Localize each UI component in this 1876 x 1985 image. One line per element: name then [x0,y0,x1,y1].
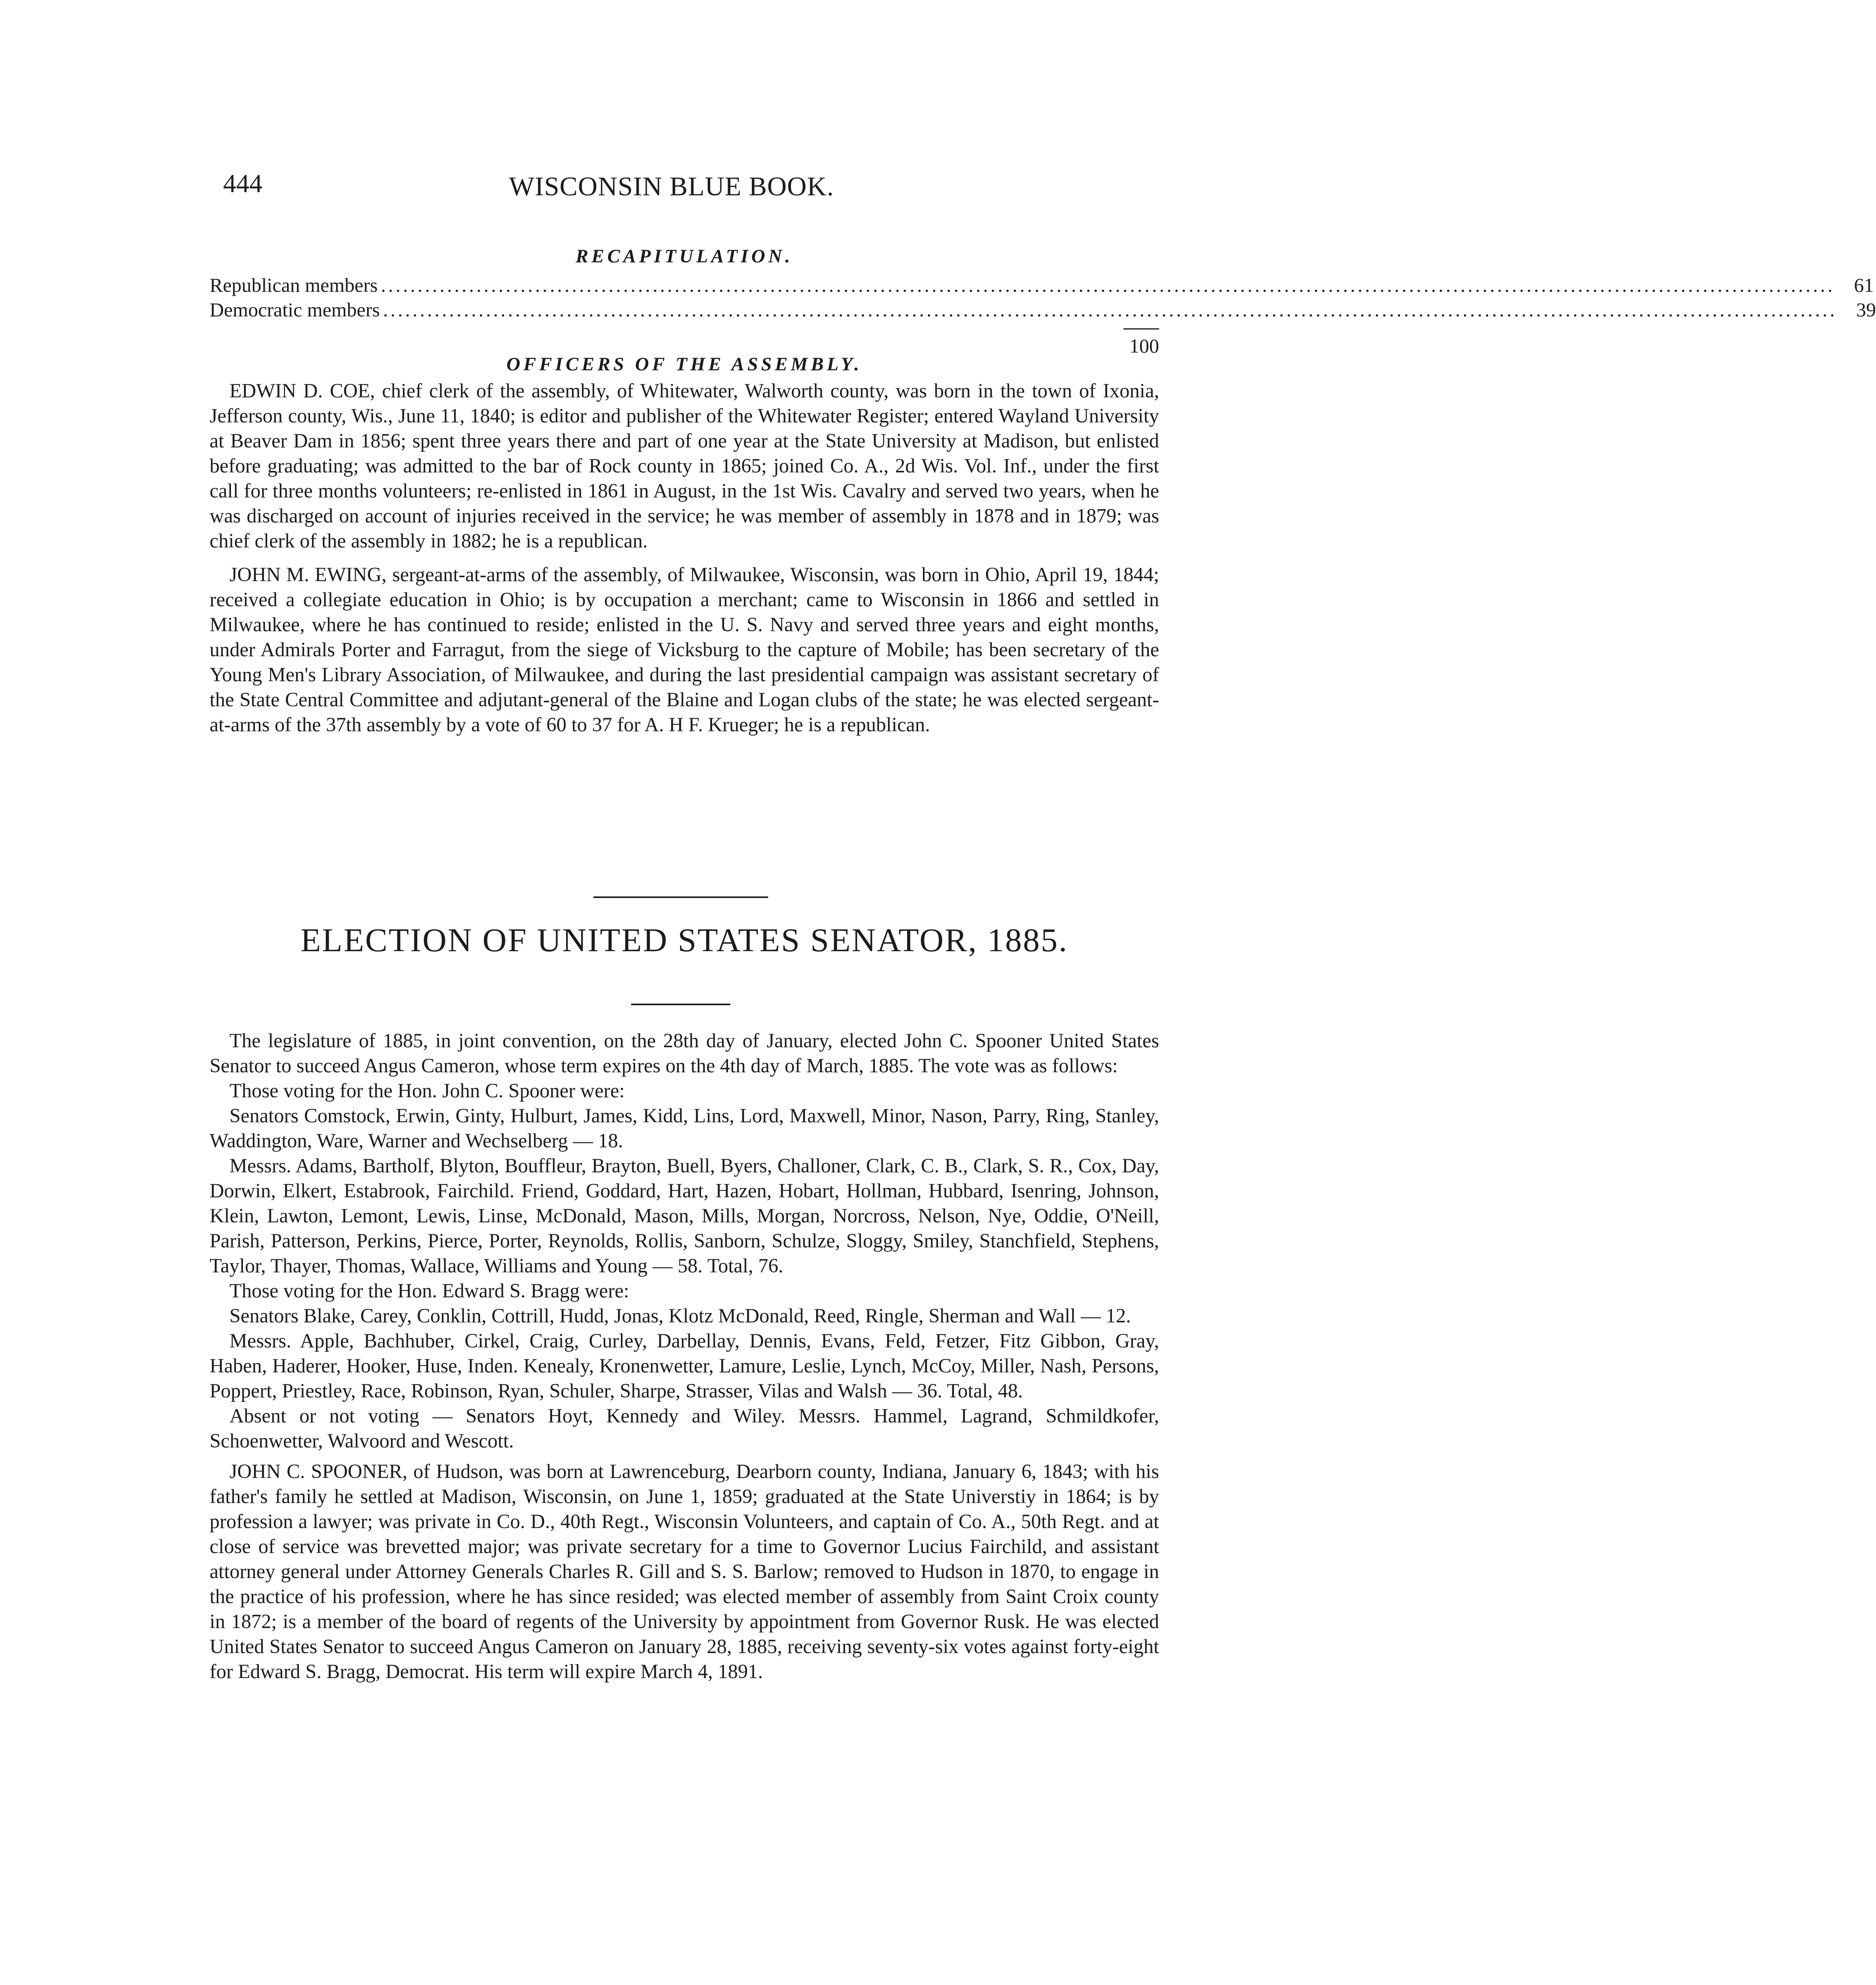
election-intro: The legislature of 1885, in joint convention, on the 28th day of January, elected John C. Spooner United States Senator to succeed Angus Cameron, whose term expires on the 4th day of March, 1885. The vote was as follows: [210,1029,1159,1077]
title-divider [631,1004,730,1005]
tally-total: 100 [1129,335,1159,357]
spooner-voters-heading: Those voting for the Hon. John C. Spooner were: [229,1079,625,1102]
absent-members: Absent or not voting — Senators Hoyt, Kennedy and Wiley. Messrs. Hammel, Lagrand, Schmildkofer, Schoenwetter, Walvoord and Wescott. [210,1405,1159,1452]
spooner-senators: Senators Comstock, Erwin, Ginty, Hulburt, James, Kidd, Lins, Lord, Maxwell, Minor, Nason, Parry, Ring, Stanley, Waddington, Ware, Warner and Wechselberg — 18. [210,1104,1159,1152]
spooner-bio: JOHN C. SPOONER, of Hudson, was born at Lawrenceburg, Dearborn county, Indiana, January 6, 1843; with his father's family he settled at Madison, Wisconsin, on June 1, 1859; graduated at the State Universtiy in 1864; is by profession a lawyer; was private in Co. D., 40th Regt., Wisconsin Volunteers, and captain of Co. A., 50th Regt. and at close of service was brevetted major; was private secretary for a time to Governor Lucius Fairchild, and assistant attorney general under Attorney Generals Charles R. Gill and S. S. Barlow; removed to Hudson in 1870, to engage in the practice of his profession, where he has since resided; was elected member of assembly from Saint Croix county in 1872; is a member of the board of regents of the University by appointment from Governor Rusk. He was elected United States Senator to succeed Angus Cameron on January 28, 1885, receiving seventy-six votes against forty-eight for Edward S. Bragg, Democrat. His term will expire March 4, 1891. [210,1460,1159,1682]
recapitulation-heading: RECAPITULATION. [575,246,794,267]
officer-bio-ewing: JOHN M. EWING, sergeant-at-arms of the assembly, of Milwaukee, Wisconsin, was born in Ohio, April 19, 1844; received a collegiate education in Ohio; is by occupation a merchant; came to Wisconsin in 1866 and settled in Milwaukee, where he has continued to reside; enlisted in the U. S. Navy and served three years and eight months, under Admirals Porter and Farragut, from the siege of Vicksburg to the capture of Mobile; has been secretary of the Young Men's Library Association, of Milwaukee, and during the last presidential campaign was assistant secretary of the State Central Committee and adjutant-general of the Blaine and Logan clubs of the state; he was elected sergeant-at-arms of the 37th assembly by a vote of 60 to 37 for A. H F. Krueger; he is a republican. [210,563,1159,736]
bragg-members: Messrs. Apple, Bachhuber, Cirkel, Craig, Curley, Darbellay, Dennis, Evans, Feld, Fetzer, Fitz Gibbon, Gray, Haben, Haderer, Hooker, Huse, Inden. Kenealy, Kronenwetter, Lamure, Leslie, Lynch, McCoy, Miller, Nash, Persons, Poppert, Priestley, Race, Robinson, Ryan, Schuler, Sharpe, Strasser, Vilas and Walsh — 36. Total, 48. [210,1330,1159,1402]
bragg-senators: Senators Blake, Carey, Conklin, Cottrill, Hudd, Jonas, Klotz McDonald, Reed, Ringle, Sherman and Wall — 12. [229,1305,1131,1327]
officer-bio-coe: EDWIN D. COE, chief clerk of the assembly, of Whitewater, Walworth county, was born in the town of Ixonia, Jefferson county, Wis., June 11, 1840; is editor and publisher of the Whitewater Register; entered Wayland University at Beaver Dam in 1856; spent three years there and part of one year at the State University at Madison, but enlisted before graduating; was admitted to the bar of Rock county in 1865; joined Co. A., 2d Wis. Vol. Inf., under the first call for three months volunteers; re-enlisted in 1861 in August, in the 1st Wis. Cavalry and served two years, when he was discharged on account of injuries received in the service; he was member of assembly in 1878 and in 1879; was chief clerk of the assembly in 1882; he is a republican. [210,380,1159,552]
tally-label: Democratic members [210,299,380,321]
officers-section [210,353,1159,737]
section-divider [593,896,768,898]
leader-dots: ...................................................................................................................................................................................................... [381,274,1835,296]
page-number: 444 [223,169,262,198]
election-title: ELECTION OF UNITED STATES SENATOR, 1885. [300,922,1069,959]
running-head: WISCONSIN BLUE BOOK. [509,171,834,201]
bragg-voters-heading: Those voting for the Hon. Edward S. Bragg were: [229,1280,629,1302]
tally-value: 61 [1854,274,1874,296]
election-section [210,1028,1159,1684]
tally-row-republican [210,273,1874,297]
officers-heading: OFFICERS OF THE ASSEMBLY. [506,354,863,375]
leader-dots: ...................................................................................................................................................................................................... [383,299,1837,321]
total-rule [1123,328,1159,330]
spooner-members: Messrs. Adams, Bartholf, Blyton, Bouffleur, Brayton, Buell, Byers, Challoner, Clark, C. B., Clark, S. R., Cox, Day, Dorwin, Elkert, Estabrook, Fairchild. Friend, Goddard, Hart, Hazen, Hobart, Hollman, Hubbard, Isenring, Johnson, Klein, Lawton, Lemont, Lewis, Linse, McDonald, Mason, Mills, Morgan, Norcross, Nelson, Nye, Oddie, O'Neill, Parish, Patterson, Perkins, Pierce, Porter, Reynolds, Rollis, Sanborn, Schulze, Sloggy, Smiley, Stanchfield, Stephens, Taylor, Thayer, Thomas, Wallace, Williams and Young — 58. Total, 76. [210,1154,1159,1277]
tally-label: Republican members [210,274,378,296]
recapitulation-table [210,273,1876,358]
tally-row-democratic [210,297,1876,322]
tally-value: 39 [1856,299,1876,321]
recapitulation-section [210,245,1876,358]
